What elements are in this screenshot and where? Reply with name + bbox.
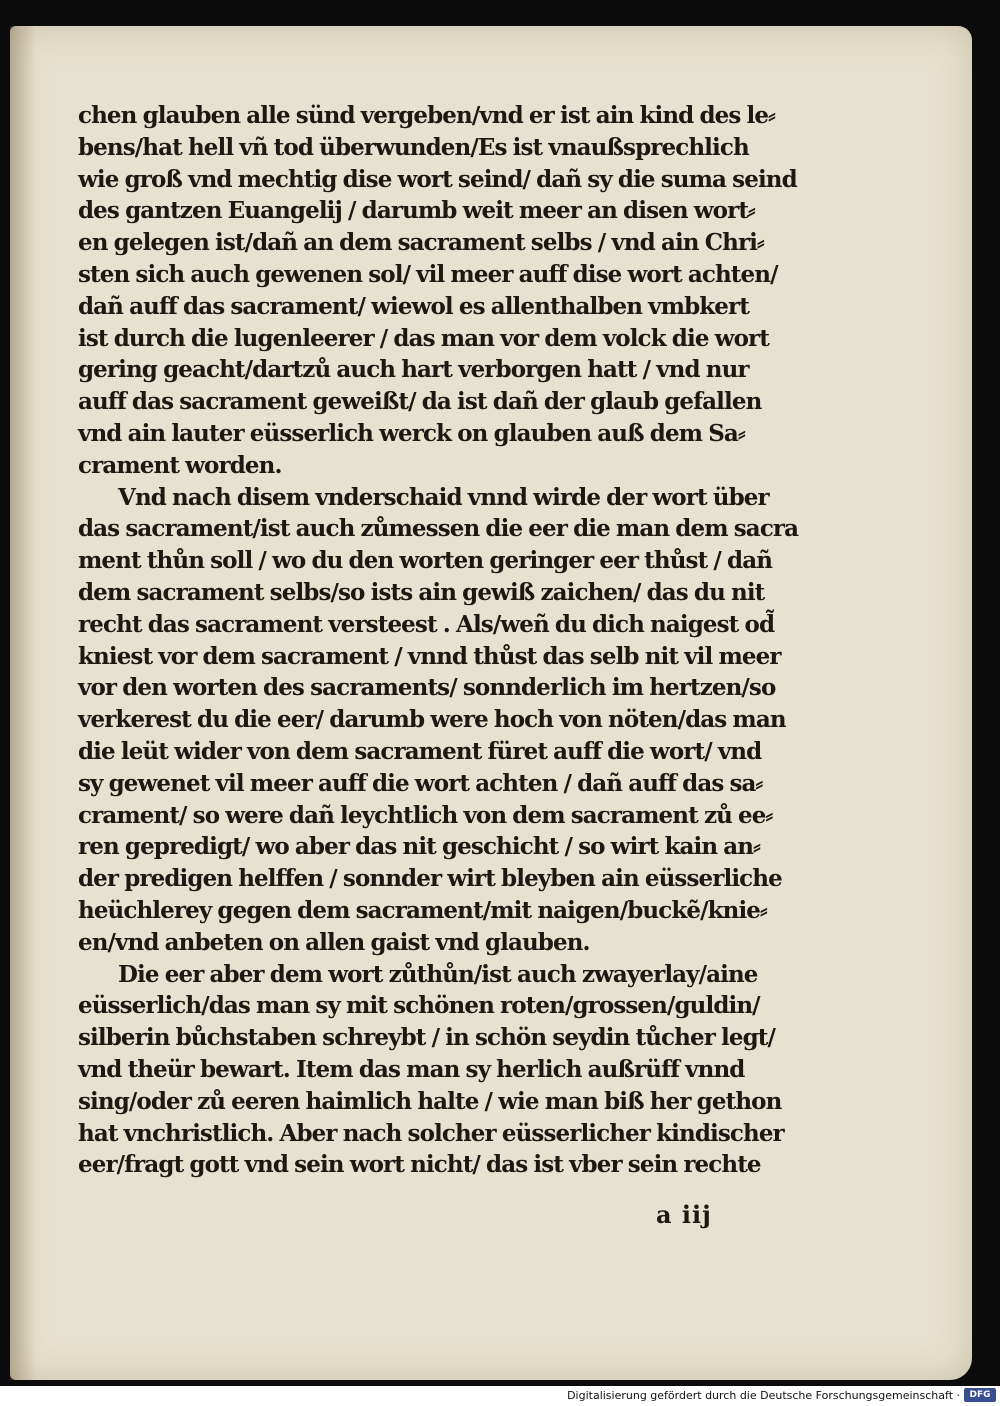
text-line: chen glauben alle sünd vergeben/vnd er ist ain kind des le⸗	[78, 102, 775, 129]
text-line: ren gepredigt/ wo aber das nit geschicht / so wirt kain an⸗	[78, 833, 760, 861]
text-line: crament worden.	[78, 451, 282, 479]
text-line: verkerest du die eer/ darumb were hoch von nöten/das man	[78, 706, 786, 734]
text-line: gering geacht/dartzů auch hart verborgen hatt / vnd nur	[78, 356, 749, 384]
text-line: wie groß vnd mechtig dise wort seind/ dañ sy die suma seind	[78, 165, 797, 193]
text-line: en gelegen ist/dañ an dem sacrament selbs / vnd ain Chri⸗	[78, 229, 764, 257]
text-line: der predigen helffen / sonnder wirt bleyben ain eüsserliche	[78, 865, 782, 893]
paragraph-start-line: Die eer aber dem wort zůthůn/ist auch zwayerlay/aine	[118, 960, 758, 988]
text-line: silberin bůchstaben schreybt / in schön seydin tůcher legt/	[78, 1024, 776, 1052]
text-line: auff das sacrament geweißt/ da ist dañ der glaub gefallen	[78, 388, 762, 416]
text-line: sing/oder zů eeren haimlich halte / wie man biß her gethon	[78, 1087, 782, 1115]
funding-credit: Digitalisierung gefördert durch die Deutsche Forschungsgemeinschaft ·	[567, 1389, 960, 1402]
page-text-block	[78, 100, 798, 1181]
text-line: das sacrament/ist auch zůmessen die eer die man dem sacra	[78, 515, 799, 543]
dfg-logo: DFG	[964, 1388, 996, 1402]
text-line: vor den worten des sacraments/ sonnderlich im hertzen/so	[78, 674, 776, 702]
text-line: ment thůn soll / wo du den worten geringer eer thůst / dañ	[78, 547, 773, 575]
text-line: recht das sacrament versteest . Als/weñ du dich naigest od̃	[78, 610, 775, 638]
text-line: die leüt wider von dem sacrament füret auff die wort/ vnd	[78, 737, 762, 765]
text-line: crament/ so were dañ leychtlich von dem sacrament zů ee⸗	[78, 801, 773, 829]
page-gutter-shadow	[10, 26, 36, 1380]
text-line: vnd theür bewart. Item das man sy herlich außrüff vnnd	[78, 1055, 745, 1083]
paragraph-start-line: Vnd nach disem vnderschaid vnnd wirde der wort über	[118, 483, 769, 511]
text-line: en/vnd anbeten on allen gaist vnd glauben.	[78, 928, 590, 956]
text-line: vnd ain lauter eüsserlich werck on glauben auß dem Sa⸗	[78, 419, 745, 447]
signature-mark: a iij	[656, 1200, 712, 1229]
text-line: des gantzen Euangelij / darumb weit meer an disen wort⸗	[78, 197, 755, 225]
text-line: ist durch die lugenleerer / das man vor dem volck die wort	[78, 324, 769, 352]
text-line: hat vnchristlich. Aber nach solcher eüsserlicher kindischer	[78, 1119, 784, 1147]
text-line: sten sich auch gewenen sol/ vil meer auff dise wort achten/	[78, 260, 778, 288]
text-line: kniest vor dem sacrament / vnnd thůst das selb nit vil meer	[78, 642, 781, 670]
text-line: dem sacrament selbs/so ists ain gewiß zaichen/ das du nit	[78, 578, 765, 606]
text-line: bens/hat hell vñ tod überwunden/Es ist vnaußsprechlich	[78, 133, 749, 161]
text-line: dañ auff das sacrament/ wiewol es allenthalben vmbkert	[78, 292, 749, 320]
text-line: heüchlerey gegen dem sacrament/mit naigen/buckẽ/knie⸗	[78, 896, 767, 924]
text-line: sy gewenet vil meer auff die wort achten / dañ auff das sa⸗	[78, 769, 763, 797]
text-line: eüsserlich/das man sy mit schönen roten/grossen/guldin/	[78, 992, 760, 1020]
text-line: eer/fragt gott vnd sein wort nicht/ das ist vber sein rechte	[78, 1151, 761, 1179]
